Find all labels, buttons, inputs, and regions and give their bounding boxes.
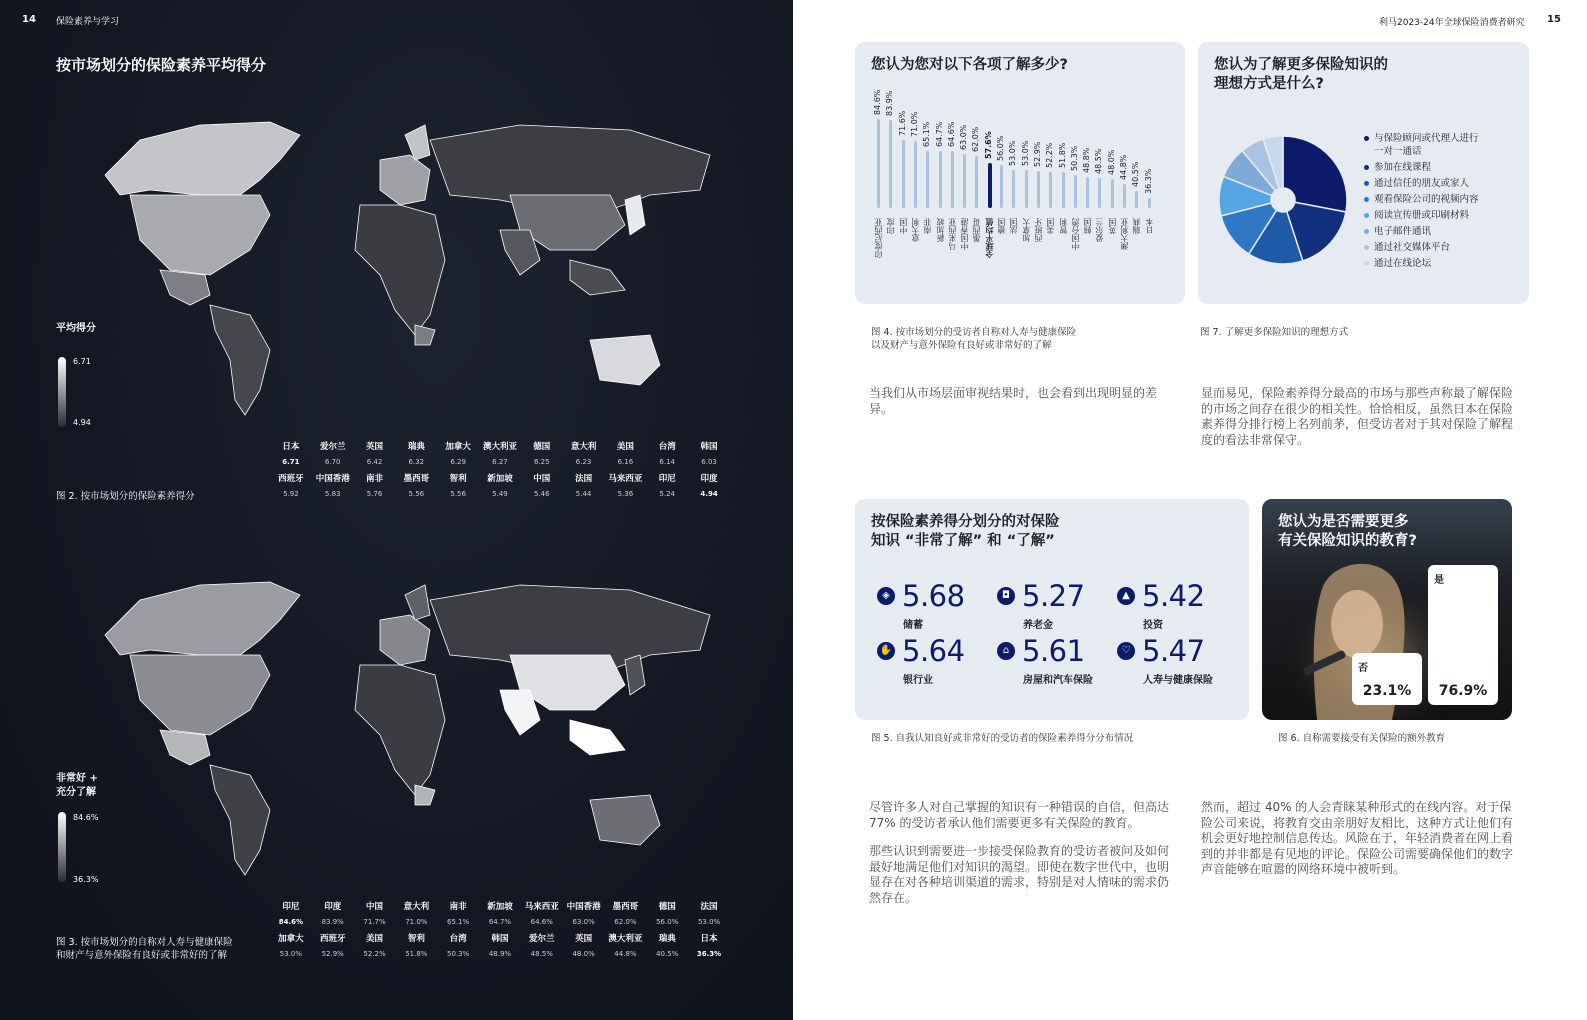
page-number-left: 14	[22, 14, 36, 25]
paragraph-2: 显而易见，保险素养得分最高的市场与那些声称最了解保险的市场之间存在很少的相关性。恰恰相反，虽然日本在保险素养得分排行榜上名列前茅，但受访者对于其对保险了解程度的看法非常保守。	[1201, 386, 1514, 447]
bar-value-label: 65.1%	[922, 121, 932, 147]
bar-value-label: 52.9%	[1032, 141, 1042, 167]
market-value: 6.25	[533, 458, 550, 466]
bar-value-label: 53.0%	[1008, 140, 1018, 167]
market-value: 64.6%	[530, 918, 553, 926]
fig4-caption-line1: 图 4. 按市场划分的受访者自称对人寿与健康保险	[871, 327, 1077, 338]
market-value: 6.71	[282, 458, 300, 466]
left-page	[0, 0, 793, 1020]
legend-dot	[1364, 261, 1369, 266]
market-value: 6.32	[408, 458, 425, 466]
market-name: 西班牙	[319, 934, 346, 944]
pie-legend-label: 一对一通话	[1374, 146, 1422, 157]
map2-legend-bar	[58, 812, 66, 882]
fig2-caption: 图 2. 按市场划分的保险素养得分	[56, 491, 195, 502]
market-value: 5.36	[617, 490, 634, 498]
fig7-caption: 图 7. 了解更多保险知识的理想方式	[1200, 327, 1349, 338]
bar-value-label: 52.2%	[1045, 142, 1055, 168]
bar-value-label: 57.6%	[983, 131, 993, 159]
stat-value: 5.68	[902, 579, 965, 613]
bar	[1123, 184, 1126, 208]
bar-category-label: 智利	[1058, 218, 1068, 234]
bar-value-label: 84.6%	[873, 89, 882, 115]
pie-legend-label: 通过社交媒体平台	[1374, 242, 1451, 253]
stat-value: 5.27	[1022, 579, 1085, 613]
market-name: 墨西哥	[403, 474, 430, 484]
bar-value-label: 53.0%	[1020, 140, 1030, 167]
learning-method-pie-card	[1198, 42, 1529, 304]
legend-dot	[1364, 213, 1369, 218]
map2-legend-title-line2: 充分了解	[56, 787, 96, 798]
market-value: 83.9%	[321, 918, 344, 926]
market-value: 5.56	[408, 490, 425, 498]
market-name: 意大利	[570, 442, 597, 452]
pie-legend-item	[1374, 161, 1431, 174]
card1-title: 您认为您对以下各项了解多少?	[871, 57, 1068, 73]
market-name: 西班牙	[278, 474, 304, 484]
market-name: 中国香港	[315, 474, 350, 484]
bar-value-label: 48.5%	[1094, 148, 1104, 174]
report-title: 利马2023-24年全球保险消费者研究	[1379, 18, 1525, 28]
map1-legend-max: 6.71	[73, 357, 91, 366]
bar-value-label: 83.9%	[885, 90, 895, 116]
map-section-title: 按市场划分的保险素养平均得分	[56, 56, 267, 74]
world-map-average-score	[50, 100, 730, 420]
bar-category-label: 全球平均值	[984, 218, 994, 258]
market-name: 爱尔兰	[319, 442, 346, 452]
market-name: 台湾	[449, 934, 467, 944]
market-name: 德国	[658, 902, 676, 912]
pie-legend-item	[1374, 225, 1431, 238]
stat-label: 储蓄	[903, 620, 923, 631]
bar	[1135, 191, 1138, 208]
bar-category-label: 南非	[923, 218, 933, 234]
bar-category-label: 英国	[1107, 218, 1117, 234]
market-name: 智利	[407, 934, 425, 944]
map2-legend-title-line1: 非常好 +	[56, 773, 98, 784]
bar	[1111, 179, 1114, 208]
market-name: 南非	[366, 474, 384, 484]
card4-title	[1278, 513, 1417, 551]
bar	[975, 156, 978, 208]
stat-label: 人寿与健康保险	[1143, 675, 1213, 686]
learning-method-pie	[1213, 130, 1353, 270]
bar-category-label: 澳大利亚	[1120, 218, 1129, 250]
market-name: 日本	[700, 934, 718, 944]
fig5-caption: 图 5. 自我认知良好或非常好的受访者的保险素养得分分布情况	[871, 733, 1134, 744]
market-value: 5.83	[324, 490, 341, 498]
market-value: 71.7%	[363, 918, 386, 926]
bar-category-label: 加拿大	[1021, 218, 1031, 242]
market-value: 36.3%	[696, 950, 722, 958]
right-page	[793, 0, 1587, 1020]
pie-legend-label: 阅读宣传册或印刷材料	[1374, 210, 1470, 221]
market-name: 马来西亚	[524, 902, 559, 912]
market-value: 6.29	[450, 458, 466, 466]
market-name: 爱尔兰	[529, 934, 555, 944]
market-value: 52.9%	[321, 950, 344, 958]
bar-value-label: 48.0%	[1106, 149, 1116, 175]
market-name: 中国	[366, 902, 384, 912]
paragraph-1: 当我们从市场层面审视结果时，也会看到出现明显的差异。	[869, 386, 1158, 416]
market-name: 韩国	[700, 442, 718, 452]
bar-value-label: 40.5%	[1131, 161, 1141, 187]
section-title: 保险素养与学习	[56, 17, 120, 27]
market-value: 64.7%	[488, 918, 512, 926]
market-name: 日本	[282, 442, 300, 452]
pie-legend-item	[1374, 257, 1431, 270]
market-name: 法国	[700, 902, 718, 912]
map1-legend-bar	[58, 357, 66, 427]
market-name: 澳大利亚	[608, 934, 643, 944]
legend-dot	[1364, 245, 1369, 250]
stat-value: 5.61	[1022, 634, 1085, 668]
pie-legend-item	[1374, 177, 1469, 190]
market-name: 马来西亚	[608, 474, 643, 484]
bar-value-label: 48.8%	[1082, 147, 1092, 174]
market-name: 中国	[533, 474, 551, 484]
edu-no-label: 否	[1358, 663, 1368, 674]
map2-legend-min: 36.3%	[73, 875, 99, 884]
card3-title	[871, 513, 1060, 551]
education-need-card	[1262, 499, 1512, 720]
bar-value-label: 71.0%	[909, 111, 919, 137]
market-value: 53.0%	[279, 950, 303, 958]
fig3-caption-line2: 和财产与意外保险有良好或非常好的了解	[56, 950, 228, 961]
heart-icon: ♡	[1117, 642, 1135, 660]
bar-value-label: 56.0%	[996, 136, 1005, 162]
bar-category-label: 马来西亚	[947, 218, 957, 250]
world-map-self-rated-knowledge	[50, 560, 730, 880]
bar-value-label: 63.0%	[959, 124, 969, 150]
bar-category-label: 中国台湾	[1070, 218, 1080, 250]
market-name: 新加坡	[487, 474, 513, 484]
bar-value-label: 64.6%	[946, 121, 956, 148]
stat-label: 房屋和汽车保险	[1023, 675, 1093, 686]
edu-yes-value: 76.9%	[1438, 683, 1488, 699]
pie-slice	[1283, 136, 1347, 212]
bar	[1074, 175, 1077, 208]
market-value: 5.92	[283, 490, 299, 498]
bar	[963, 154, 966, 208]
bar	[1148, 198, 1151, 208]
legend-dot	[1364, 229, 1369, 234]
bar-category-label: 日本	[1144, 218, 1154, 234]
bar-value-label: 44.8%	[1119, 154, 1128, 180]
bar	[1025, 170, 1028, 208]
bar-value-label: 64.7%	[934, 121, 944, 148]
bar-category-label: 德国	[997, 218, 1006, 234]
bar-category-label: 美国	[1046, 218, 1056, 234]
market-name: 德国	[533, 442, 551, 452]
market-value: 5.44	[575, 490, 592, 498]
edu-yes-box	[1428, 565, 1498, 705]
bar-category-label: 印度	[886, 218, 896, 234]
market-value: 44.8%	[614, 950, 637, 958]
map1-legend-title: 平均得分	[56, 323, 96, 334]
market-value: 6.70	[324, 458, 341, 466]
market-name: 印尼	[658, 474, 676, 484]
legend-dot	[1364, 136, 1369, 141]
market-value: 5.24	[659, 490, 676, 498]
stat-label: 银行业	[903, 675, 933, 686]
bar	[1037, 171, 1040, 208]
bar	[914, 141, 917, 208]
pie-legend-label: 通过信任的朋友或家人	[1374, 178, 1470, 189]
card2-title	[1214, 56, 1388, 94]
market-name: 法国	[575, 474, 593, 484]
map2-legend-title	[56, 772, 98, 800]
bar-value-label: 51.8%	[1057, 142, 1067, 169]
investment-icon: ▲	[1117, 587, 1135, 605]
pie-legend-item	[1374, 209, 1469, 222]
market-value: 5.76	[366, 490, 383, 498]
bar-category-label: 瑞典	[1132, 218, 1142, 234]
bar-category-label: 意大利	[910, 218, 920, 242]
market-value: 51.8%	[405, 950, 428, 958]
market-name: 英国	[575, 934, 593, 944]
market-name: 瑞典	[407, 442, 425, 452]
market-name: 印度	[324, 902, 342, 912]
paragraph-5: 然而，超过 40% 的人会青睐某种形式的在线内容。对于保险公司来说，将教育交由亲朋好友相比，这种方式让他们有机会更好地控制信息传达。风险在于，年轻消费者在网上看到的并非都是有见地的评论。保险公司需要确保他们的数字声音能够在喧嚣的网络环境中被听到。	[1201, 800, 1514, 876]
bar-value-label: 36.3%	[1143, 168, 1153, 194]
market-value: 5.49	[492, 490, 508, 498]
market-value: 48.5%	[530, 950, 553, 958]
stat-value: 5.47	[1142, 634, 1205, 668]
stat-label: 投资	[1143, 620, 1163, 631]
bar-value-label: 71.6%	[897, 110, 907, 136]
bar-category-label: 墨西哥	[972, 218, 982, 242]
bar	[1000, 165, 1003, 208]
market-value: 48.0%	[572, 950, 595, 958]
market-name: 英国	[366, 442, 384, 452]
knowledge-bar-chart-card	[855, 42, 1185, 304]
bar	[926, 151, 929, 208]
savings-icon: ◈	[877, 587, 895, 605]
paragraph-3: 尽管许多人对自己掌握的知识有一种错误的自信，但高达 77% 的受访者承认他们需要更多有关保险的教育。	[869, 800, 1170, 830]
market-value: 4.94	[700, 490, 718, 498]
card2-title-line1: 您认为了解更多保险知识的	[1214, 57, 1388, 73]
market-value: 6.14	[659, 458, 676, 466]
market-value: 5.56	[450, 490, 466, 498]
legend-dot	[1364, 165, 1369, 170]
bar-category-label: 韩国	[1083, 218, 1093, 234]
pie-legend-label: 与保险顾问或代理人进行	[1374, 133, 1479, 144]
market-value: 6.16	[617, 458, 634, 466]
pie-legend-label: 观看保险公司的视频内容	[1374, 194, 1479, 205]
bar	[1086, 177, 1089, 208]
card3-title-line1: 按保险素养得分划分的对保险	[871, 514, 1060, 530]
market-name: 韩国	[491, 934, 509, 944]
market-value: 5.46	[533, 490, 550, 498]
body-column-right	[1201, 800, 1516, 891]
bar-value-label: 62.0%	[971, 126, 981, 152]
market-name: 台湾	[658, 442, 676, 452]
bar	[939, 151, 942, 208]
bar	[1049, 172, 1052, 208]
bar	[889, 120, 892, 208]
fig3-caption	[56, 936, 233, 962]
bar	[988, 163, 992, 208]
market-name: 瑞典	[658, 934, 676, 944]
bar-value-label: 50.3%	[1069, 145, 1079, 171]
pie-legend-label: 通过在线论坛	[1374, 258, 1432, 269]
market-value: 6.27	[492, 458, 508, 466]
stat-value: 5.42	[1142, 579, 1205, 613]
fig3-caption-line1: 图 3. 按市场划分的自称对人寿与健康保险	[56, 937, 233, 948]
edu-no-value: 23.1%	[1362, 683, 1412, 699]
market-value: 65.1%	[447, 918, 470, 926]
bar	[1098, 178, 1101, 208]
fig4-caption-line2: 以及财产与意外保险有良好或非常好的了解	[871, 340, 1052, 351]
market-name: 墨西哥	[612, 902, 639, 912]
market-value: 84.6%	[278, 918, 304, 926]
market-name: 南非	[449, 902, 467, 912]
bar	[1012, 170, 1015, 208]
market-name: 印尼	[282, 902, 300, 912]
market-name: 加拿大	[445, 442, 471, 452]
market-name: 中国香港	[566, 902, 601, 912]
bar	[1062, 172, 1065, 208]
card2-title-line2: 理想方式是什么?	[1214, 76, 1324, 92]
pie-legend-item	[1374, 132, 1479, 158]
market-value: 53.0%	[697, 918, 721, 926]
market-value: 40.5%	[656, 950, 679, 958]
market-name: 加拿大	[278, 934, 304, 944]
legend-dot	[1364, 181, 1369, 186]
pension-icon: ◘	[997, 587, 1015, 605]
fig4-caption	[871, 326, 1076, 352]
card3-title-line2: 知识 “非常了解” 和 “了解”	[871, 533, 1055, 549]
bar-category-label: 中国香港	[960, 218, 970, 250]
market-value: 50.3%	[447, 950, 470, 958]
bar-category-label: 爱尔兰	[1095, 218, 1105, 242]
legend-dot	[1364, 197, 1369, 202]
map2-legend-max: 84.6%	[73, 813, 99, 822]
market-name: 智利	[449, 474, 467, 484]
card4-title-line1: 您认为是否需要更多	[1278, 514, 1409, 530]
banking-icon: ✋	[877, 642, 895, 660]
literacy-score-card	[855, 499, 1249, 720]
stat-label: 养老金	[1023, 620, 1053, 631]
fig6-caption: 图 6. 自称需要接受有关保险的额外教育	[1278, 733, 1446, 744]
edu-yes-label: 是	[1434, 575, 1444, 586]
bar-category-label: 新加坡	[935, 218, 945, 242]
pie-legend-item	[1374, 241, 1450, 254]
pie-legend-label: 参加在线课程	[1374, 162, 1432, 173]
market-value: 62.0%	[614, 918, 637, 926]
bar	[877, 119, 880, 208]
market-name: 新加坡	[487, 902, 513, 912]
continents	[105, 582, 710, 875]
market-name: 印度	[700, 474, 718, 484]
pie-legend-item	[1374, 193, 1479, 206]
paragraph-4: 那些认识到需要进一步接受保险教育的受访者被问及如何最好地满足他们对知识的渴望。即使在数字世代中，也明显存在对各种培训渠道的需求，特别是对人情味的需求仍然存在。	[869, 844, 1170, 905]
market-value: 6.42	[366, 458, 383, 466]
card4-title-line2: 有关保险知识的教育?	[1278, 533, 1417, 549]
bar	[951, 151, 954, 208]
body-column-left	[869, 800, 1179, 919]
stat-value: 5.64	[902, 634, 965, 668]
map2-score-table	[270, 898, 730, 962]
market-name: 美国	[366, 934, 384, 944]
market-value: 6.23	[575, 458, 592, 466]
market-name: 意大利	[403, 902, 430, 912]
market-name: 澳大利亚	[482, 442, 517, 452]
pie-legend-label: 电子邮件通讯	[1374, 226, 1432, 237]
bar-category-label: 西班牙	[1033, 218, 1043, 242]
bar-category-label: 中国	[898, 218, 908, 234]
edu-no-box	[1352, 653, 1422, 705]
map1-score-table	[270, 438, 730, 502]
market-name: 美国	[616, 442, 634, 452]
market-value: 6.03	[701, 458, 717, 466]
market-value: 71.0%	[405, 918, 428, 926]
bar-category-label: 印度尼西亚	[874, 218, 883, 258]
continents	[105, 122, 710, 415]
home-car-icon: ⌂	[997, 642, 1015, 660]
page-number-right: 15	[1547, 14, 1561, 25]
market-value: 48.9%	[488, 950, 512, 958]
market-value: 52.2%	[363, 950, 386, 958]
market-value: 56.0%	[656, 918, 679, 926]
bar-category-label: 法国	[1009, 218, 1019, 234]
map1-legend-min: 4.94	[73, 418, 91, 427]
bar	[902, 140, 905, 208]
market-value: 63.0%	[572, 918, 595, 926]
